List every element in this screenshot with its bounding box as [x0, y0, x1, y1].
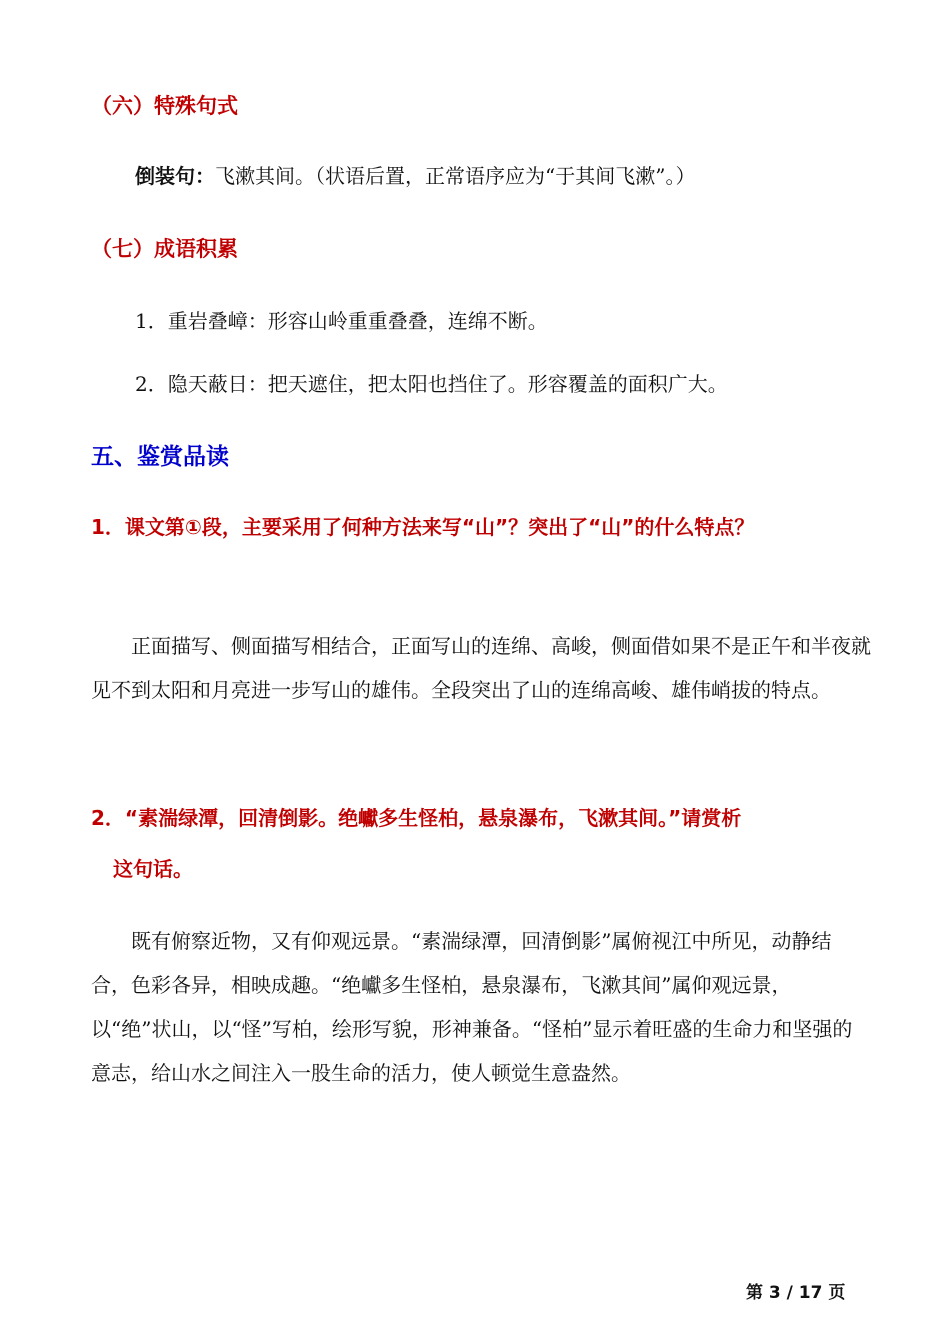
- idiom-item: 1．重岩叠嶂：形容山岭重重叠叠，连绵不断。: [135, 309, 548, 333]
- section-heading-appreciation: 五、鉴赏品读: [91, 444, 229, 470]
- question-2-text: “素湍绿潭，回清倒影。绝巘多生怪柏，悬泉瀑布，飞漱其间。”请赏析: [124, 806, 742, 830]
- answer-2: 既有俯察近物，又有仰观远景。“素湍绿潭，回清倒影”属俯视江中所见，动静结合，色彩各异，相映成趣。“绝巘多生怪柏，悬泉瀑布，飞漱其间”属仰观远景，以“绝”状山，以“怪”写柏，绘形写貌，形神兼备。“怪柏”显示着旺盛的生命力和坚强的意志，给山水之间注入一股生命的活力，使人顿觉生意盎然。: [91, 929, 853, 1085]
- inversion-sentence-line: [135, 160, 695, 189]
- idiom-item: 2．隐天蔽日：把天遮住，把太阳也挡住了。形容覆盖的面积广大。: [135, 372, 728, 396]
- inversion-text: 飞漱其间。（状语后置，正常语序应为“于其间飞漱”。）: [215, 164, 696, 188]
- inversion-label: 倒装句：: [135, 164, 215, 188]
- section-heading-special-sentence: （六）特殊句式: [91, 94, 238, 118]
- question-2-number: 2．: [91, 806, 125, 830]
- question-1: 1．课文第①段，主要采用了何种方法来写“山”？突出了“山”的什么特点？: [91, 515, 755, 539]
- question-2-line: [91, 802, 741, 831]
- answer-1: 正面描写、侧面描写相结合，正面写山的连绵、高峻，侧面借如果不是正午和半夜就见不到太阳和月亮进一步写山的雄伟。全段突出了山的连绵高峻、雄伟峭拔的特点。: [91, 634, 871, 702]
- question-2-continuation: 这句话。: [113, 857, 193, 881]
- section-heading-idioms: （七）成语积累: [91, 237, 238, 261]
- page-number: 第 3 / 17 页: [746, 1283, 846, 1303]
